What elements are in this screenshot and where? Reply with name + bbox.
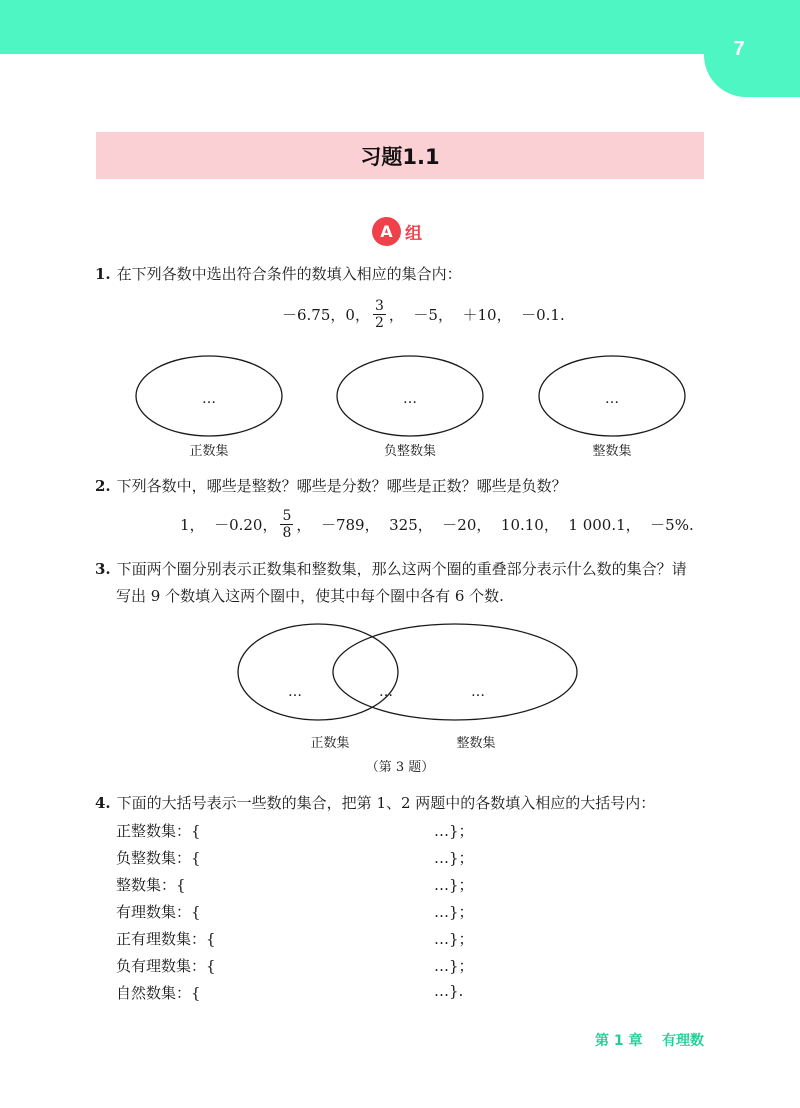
set-end: …}；	[434, 876, 474, 894]
fraction-numerator: 5	[282, 508, 292, 524]
set-name: 有理数集：{	[116, 903, 201, 921]
chapter-number: 第 1 章	[595, 1033, 643, 1049]
set-label: 负整数集	[383, 444, 437, 459]
venn-placeholder: …	[288, 684, 302, 700]
set-name: 正整数集：{	[116, 822, 201, 840]
set-end: …}；	[434, 930, 474, 948]
figure-caption: （第 3 题）	[365, 760, 435, 775]
group-label: 组	[405, 224, 422, 244]
question-text: 下面的大括号表示一些数的集合，把第 1、2 两题中的各数填入相应的大括号内：	[116, 794, 656, 812]
fraction-denominator: 8	[282, 525, 292, 541]
set-row	[116, 820, 486, 840]
question-number: 2.	[95, 477, 111, 495]
ellipse-placeholder: …	[605, 391, 619, 407]
set-name: 负整数集：{	[116, 849, 201, 867]
number-text: ， －5， ＋10， －0.1.	[388, 306, 565, 324]
set-row	[116, 928, 486, 948]
venn-ellipse-integer	[333, 624, 577, 720]
question-number: 3.	[95, 560, 111, 578]
set-label: 正数集	[189, 444, 229, 459]
fraction-denominator: 2	[374, 315, 384, 331]
q2-number-list	[180, 508, 694, 541]
question-number: 1.	[95, 265, 111, 283]
set-end: …}；	[434, 822, 474, 840]
set-row	[116, 982, 486, 1002]
page-number: 7	[733, 38, 745, 60]
section-title: 习题1.1	[360, 144, 440, 169]
venn-placeholder: …	[471, 684, 485, 700]
question-4	[95, 790, 655, 817]
chapter-footer	[595, 1030, 704, 1050]
question-3	[95, 556, 687, 583]
chapter-topic: 有理数	[662, 1033, 704, 1049]
set-row	[116, 874, 486, 894]
venn-placeholder: …	[379, 684, 393, 700]
number-text: ， －789， 325， －20， 10.10， 1 000.1， －5%.	[296, 516, 694, 534]
set-label: 整数集	[592, 444, 632, 459]
set-row	[116, 901, 486, 921]
question-text: 下列各数中，哪些是整数？哪些是分数？哪些是正数？哪些是负数？	[116, 477, 567, 495]
set-name: 负有理数集：{	[116, 957, 216, 975]
question-3-continued	[116, 583, 504, 610]
question-text: 在下列各数中选出符合条件的数填入相应的集合内：	[116, 265, 462, 283]
set-end: …}.	[434, 982, 464, 1000]
venn-label: 整数集	[456, 736, 496, 751]
question-2	[95, 473, 567, 500]
fraction-numerator: 3	[374, 298, 384, 314]
venn-label: 正数集	[310, 736, 350, 751]
question-text: 写出 9 个数填入这两个圈中，使其中每个圈中各有 6 个数.	[116, 587, 504, 605]
question-text: 下面两个圈分别表示正数集和整数集，那么这两个圈的重叠部分表示什么数的集合？请	[116, 560, 687, 578]
fraction	[280, 508, 293, 541]
number-text: －6.75，0，	[282, 306, 370, 324]
set-name: 整数集：{	[116, 876, 186, 894]
question-number: 4.	[95, 794, 111, 812]
group-badge: A	[372, 217, 401, 246]
ellipse-placeholder: …	[202, 391, 216, 407]
ellipse-placeholder: …	[403, 391, 417, 407]
set-name: 正有理数集：{	[116, 930, 216, 948]
set-end: …}；	[434, 903, 474, 921]
set-end: …}；	[434, 957, 474, 975]
set-end: …}；	[434, 849, 474, 867]
number-text: 1， －0.20，	[180, 516, 278, 534]
set-row	[116, 955, 486, 975]
set-row	[116, 847, 486, 867]
set-name: 自然数集：{	[116, 984, 201, 1002]
venn-ellipse-positive	[238, 624, 398, 720]
